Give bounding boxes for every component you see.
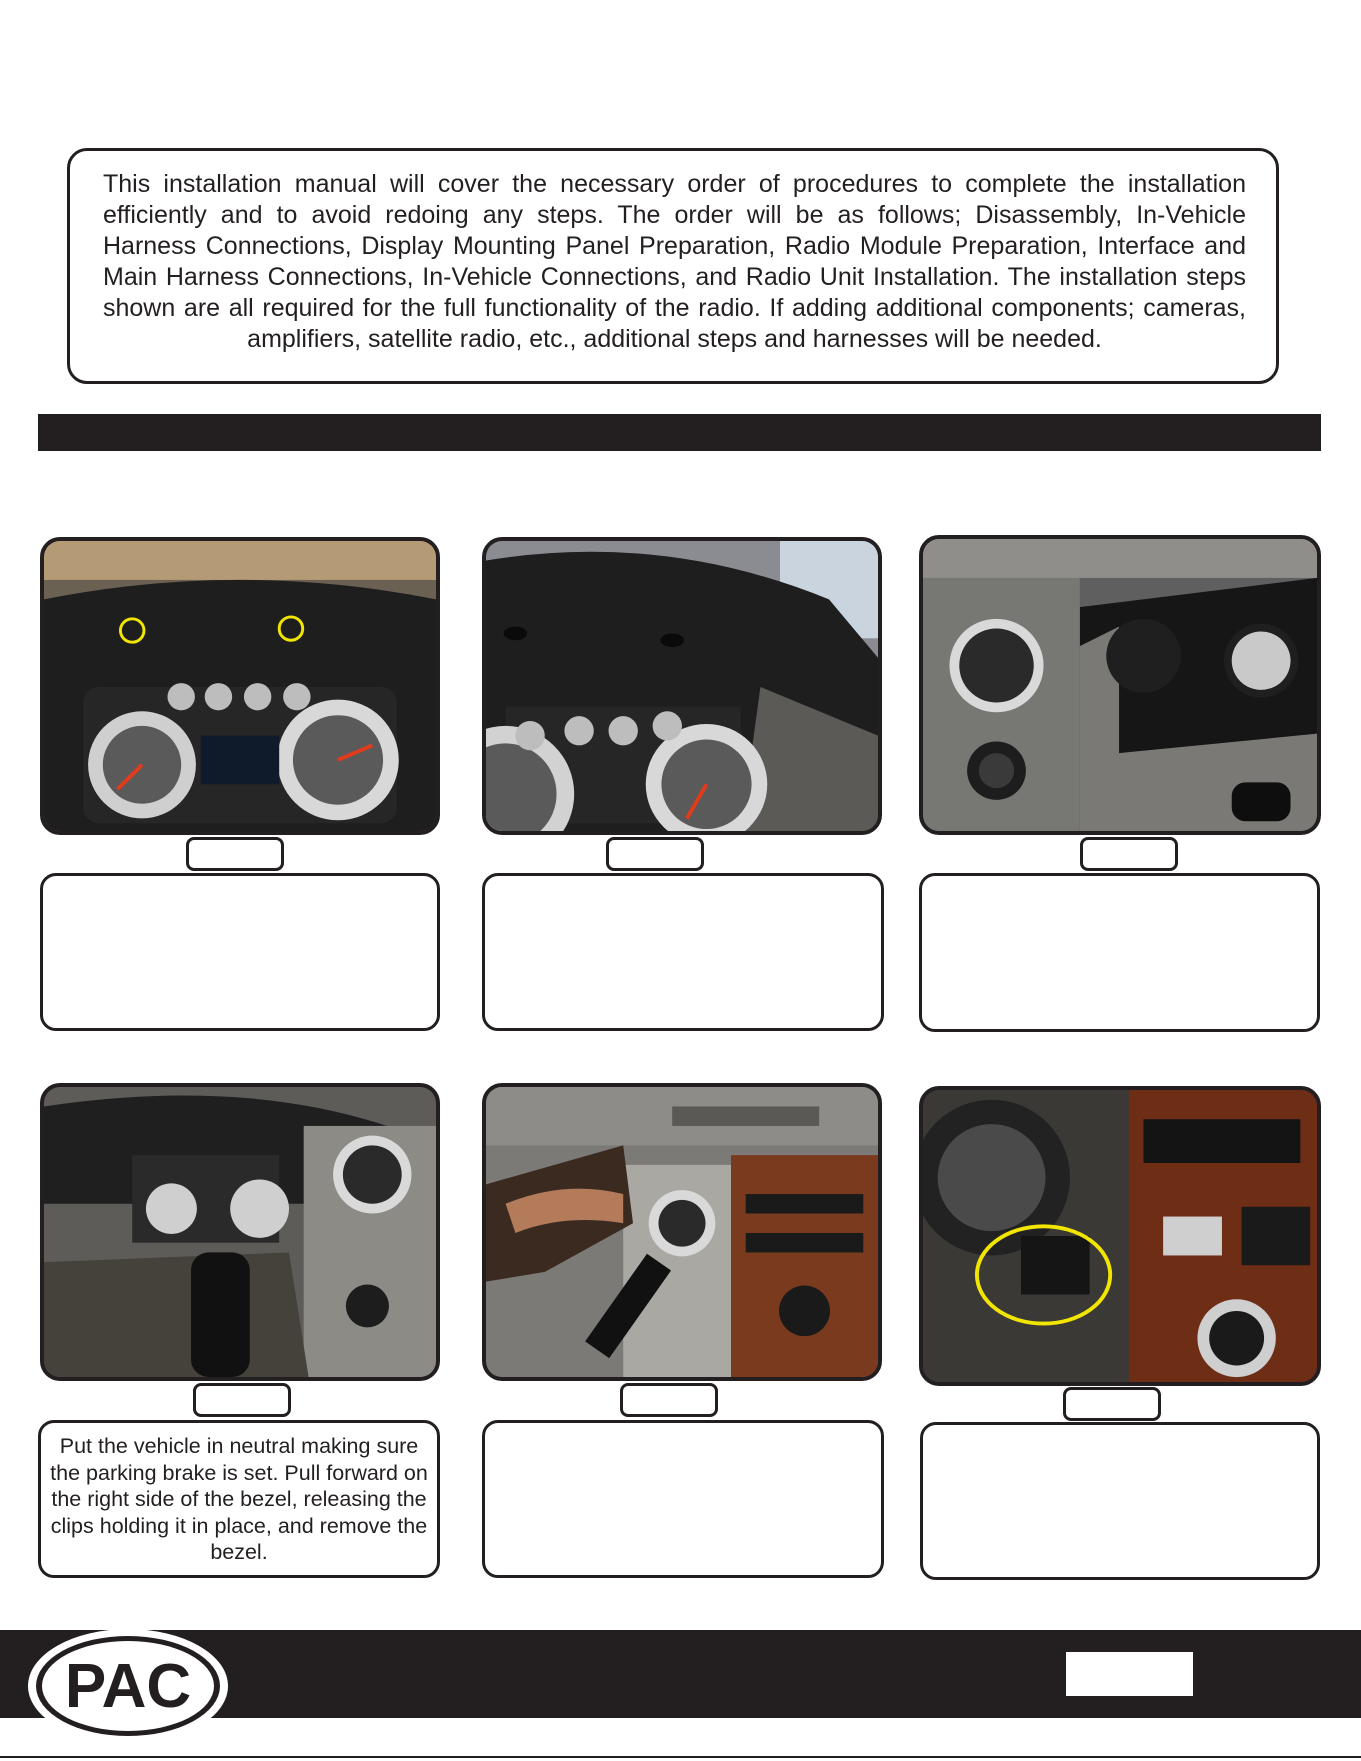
- step-4-photo: [40, 1083, 440, 1381]
- step-5-description-box: [482, 1420, 884, 1578]
- step-1-description-box: [40, 873, 440, 1031]
- step-6-photo: [919, 1086, 1321, 1386]
- step-4-label: [193, 1383, 291, 1417]
- step-1-photo: [40, 537, 440, 835]
- step-6-description-box: [920, 1422, 1320, 1580]
- step-3-label: [1080, 837, 1178, 871]
- section-header-bar: [38, 414, 1321, 451]
- step-2-photo: [482, 537, 882, 835]
- step-3-photo: [919, 535, 1321, 835]
- intro-box: [67, 148, 1279, 384]
- page-number-box: [1066, 1652, 1193, 1696]
- step-3-description-box: [919, 873, 1320, 1032]
- intro-text: This installation manual will cover the necessary order of procedures to complete the installation efficiently and to avoid redoing any steps. The order will be as follows; Disassembly, In-Vehicle Harness Connections, Display Mounting Panel Preparation, Radio Module Preparation, Interface and Main Harness Connections, In-Vehicle Connections, and Radio Unit Installation. The installation steps shown are all required for the full functionality of the radio. If adding additional components; cameras, amplifiers, satellite radio, etc., additional steps and harnesses will be needed.: [103, 170, 1246, 353]
- step-2-label: [606, 837, 704, 871]
- step-1-label: [186, 837, 284, 871]
- step-2-description-box: [482, 873, 884, 1031]
- step-5-photo: [482, 1083, 882, 1381]
- step-5-label: [620, 1383, 718, 1417]
- step-4-description: Put the vehicle in neutral making sure the parking brake is set. Pull forward on the right side of the bezel, releasing the clips holding it in place, and remove the bezel.: [50, 1434, 428, 1564]
- step-6-label: [1063, 1387, 1161, 1421]
- pac-logo: [26, 1627, 230, 1745]
- bottom-divider: [0, 1756, 1361, 1758]
- logo-text: PAC: [64, 1652, 192, 1721]
- step-4-description-box: [38, 1420, 440, 1578]
